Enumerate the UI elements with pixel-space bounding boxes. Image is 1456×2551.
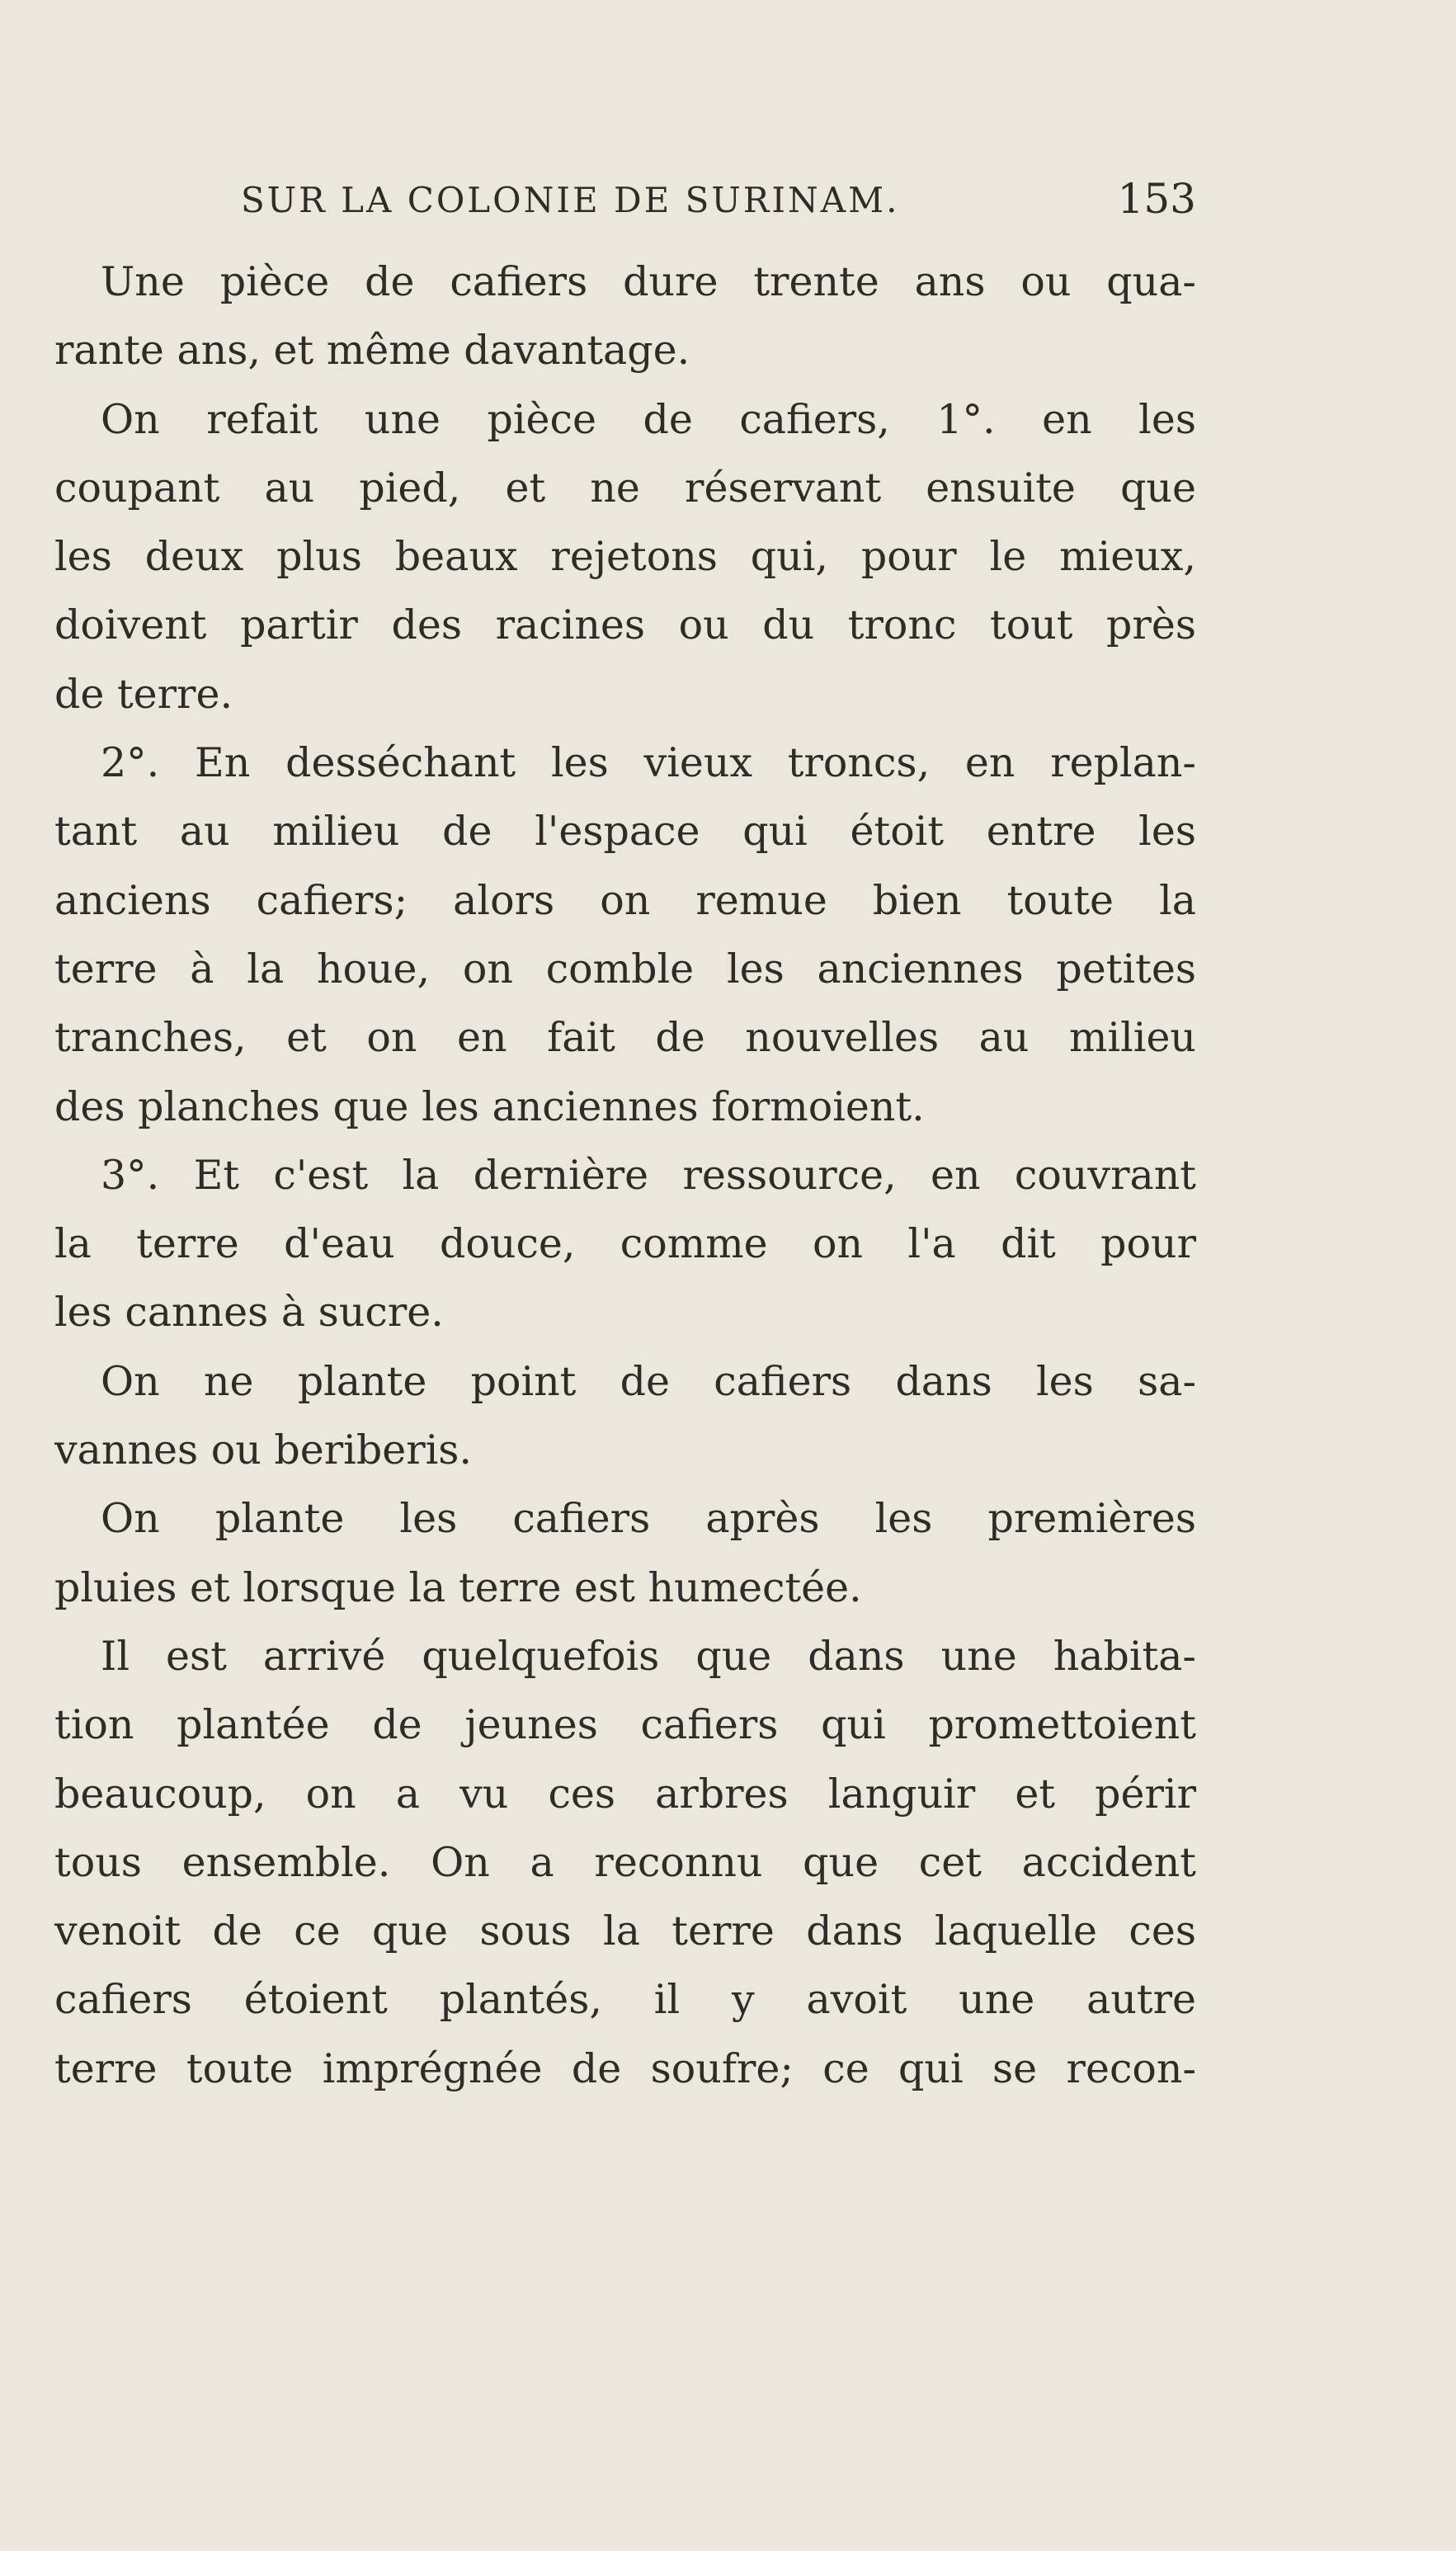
text-line: On plante les cafiers après les premières	[101, 1495, 1196, 1543]
text-line: cafiers étoient plantés, il y avoit une autre	[54, 1976, 1196, 2024]
text-line: Il est arrivé quelquefois que dans une habita-	[101, 1632, 1196, 1680]
running-head: SUR LA COLONIE DE SURINAM.	[241, 180, 900, 220]
text-line: les cannes à sucre.	[54, 1289, 444, 1337]
text-line: les deux plus beaux rejetons qui, pour le mieux,	[54, 533, 1196, 581]
text-line: la terre d'eau douce, comme on l'a dit pour	[54, 1220, 1196, 1268]
text-line: On refait une pièce de cafiers, 1°. en les	[101, 395, 1196, 443]
text-line: 2°. En desséchant les vieux troncs, en replan-	[101, 739, 1196, 787]
text-line: coupant au pied, et ne réservant ensuite que	[54, 464, 1196, 512]
text-line: terre toute imprégnée de soufre; ce qui se recon-	[54, 2044, 1196, 2092]
body-text	[54, 248, 1196, 2103]
text-line: Une pièce de cafiers dure trente ans ou qua-	[101, 258, 1196, 305]
text-line: anciens cafiers; alors on remue bien toute la	[54, 876, 1196, 924]
text-line: de terre.	[54, 670, 233, 718]
text-line: 3°. Et c'est la dernière ressource, en couvrant	[101, 1151, 1196, 1199]
text-line: des planches que les anciennes formoient.	[54, 1082, 925, 1130]
text-line: venoit de ce que sous la terre dans laquelle ces	[54, 1907, 1196, 1955]
text-line: tous ensemble. On a reconnu que cet accident	[54, 1838, 1196, 1886]
page-header	[241, 175, 1196, 233]
text-line: beaucoup, on a vu ces arbres languir et périr	[54, 1770, 1196, 1818]
text-line: vannes ou beriberis.	[54, 1426, 473, 1474]
text-line: terre à la houe, on comble les anciennes petites	[54, 945, 1196, 993]
text-line: pluies et lorsque la terre est humectée.	[54, 1563, 862, 1611]
text-line: rante ans, et même davantage.	[54, 327, 690, 375]
text-line: On ne plante point de cafiers dans les sa-	[101, 1357, 1196, 1405]
text-line: tant au milieu de l'espace qui étoit entre les	[54, 808, 1196, 856]
text-line: tranches, et on en fait de nouvelles au milieu	[54, 1014, 1196, 1062]
page-number: 153	[1117, 175, 1196, 223]
text-line: doivent partir des racines ou du tronc tout près	[54, 601, 1196, 649]
text-line: tion plantée de jeunes cafiers qui promettoient	[54, 1701, 1196, 1749]
